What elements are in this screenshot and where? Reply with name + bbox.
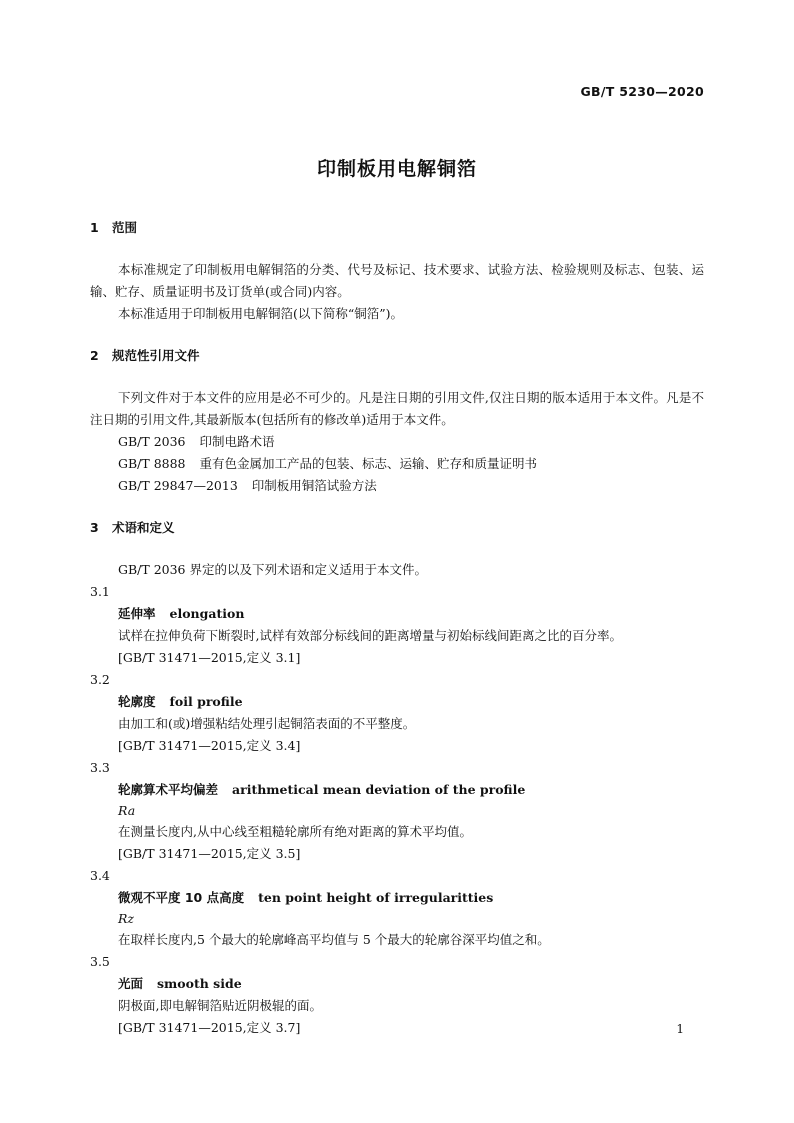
section-heading-normative-references: [90, 345, 704, 367]
term-name: [90, 887, 704, 909]
scope-paragraph-2: 本标准适用于印制板用电解铜箔(以下简称“铜箔”)。: [118, 306, 404, 321]
references-intro-paragraph: 下列文件对于本文件的应用是必不可少的。凡是注日期的引用文件,仅注日期的版本适用于本文件。凡是不注日期的引用文件,其最新版本(包括所有的修改单)适用于本文件。: [90, 390, 704, 427]
term-source: [GB/T 31471—2015,定义 3.7]: [118, 1020, 301, 1035]
term-name-en: ten point height of irregularitties: [258, 890, 494, 905]
reference-item: [90, 475, 704, 497]
reference-code: GB/T 8888: [118, 456, 186, 471]
section-number: 1: [90, 220, 99, 235]
term-source: [GB/T 31471—2015,定义 3.1]: [118, 650, 301, 665]
term-name: [90, 779, 704, 801]
reference-code: GB/T 2036: [118, 434, 186, 449]
term-definition: 阴极面,即电解铜箔贴近阴极辊的面。: [118, 998, 322, 1013]
term-symbol: Ra: [118, 803, 136, 818]
term-source: [GB/T 31471—2015,定义 3.5]: [118, 846, 301, 861]
term-name-en: smooth side: [157, 976, 242, 991]
term-number: 3.5: [90, 954, 110, 969]
document-body: [90, 217, 704, 1039]
terms-intro-paragraph: GB/T 2036 界定的以及下列术语和定义适用于本文件。: [118, 562, 427, 577]
scope-paragraph-1: 本标准规定了印制板用电解铜箔的分类、代号及标记、技术要求、试验方法、检验规则及标志、包装、运输、贮存、质量证明书及订货单(或合同)内容。: [90, 262, 704, 299]
document-title: 印制板用电解铜箔: [316, 158, 477, 180]
term-name: [90, 603, 704, 625]
term-number: 3.3: [90, 760, 110, 775]
term-name: [90, 691, 704, 713]
reference-title: 印制电路术语: [199, 434, 275, 449]
term-name-en: arithmetical mean deviation of the profile: [232, 782, 526, 797]
reference-title: 印制板用铜箔试验方法: [251, 478, 377, 493]
term-name: [90, 973, 704, 995]
section-number: 2: [90, 348, 99, 363]
term-definition: 在测量长度内,从中心线至粗糙轮廓所有绝对距离的算术平均值。: [118, 824, 472, 839]
term-name-cn: 延伸率: [118, 606, 156, 621]
term-number: 3.2: [90, 672, 110, 687]
term-name-cn: 轮廓度: [118, 694, 156, 709]
term-name-cn: 微观不平度 10 点高度: [118, 890, 245, 905]
section-number: 3: [90, 520, 99, 535]
section-title: 规范性引用文件: [112, 348, 200, 363]
reference-title: 重有色金属加工产品的包装、标志、运输、贮存和质量证明书: [199, 456, 538, 471]
section-heading-terms-and-definitions: [90, 517, 704, 539]
term-number: 3.4: [90, 868, 110, 883]
term-number: 3.1: [90, 584, 110, 599]
section-heading-scope: [90, 217, 704, 239]
term-definition: 由加工和(或)增强粘结处理引起铜箔表面的不平整度。: [118, 716, 416, 731]
section-title: 术语和定义: [112, 520, 175, 535]
term-name-en: elongation: [169, 606, 245, 621]
term-name-cn: 光面: [118, 976, 144, 991]
term-name-en: foil profile: [169, 694, 243, 709]
section-title: 范围: [112, 220, 138, 235]
standard-code: GB/T 5230—2020: [580, 84, 704, 99]
term-definition: 试样在拉伸负荷下断裂时,试样有效部分标线间的距离增量与初始标线间距离之比的百分率。: [118, 628, 622, 643]
term-symbol: Rz: [118, 911, 134, 926]
term-source: [GB/T 31471—2015,定义 3.4]: [118, 738, 301, 753]
term-definition: 在取样长度内,5 个最大的轮廓峰高平均值与 5 个最大的轮廓谷深平均值之和。: [118, 932, 550, 947]
page-number: 1: [676, 1022, 684, 1036]
reference-item: [90, 453, 704, 475]
reference-code: GB/T 29847—2013: [118, 478, 238, 493]
reference-item: [90, 431, 704, 453]
term-name-cn: 轮廓算术平均偏差: [118, 782, 219, 797]
